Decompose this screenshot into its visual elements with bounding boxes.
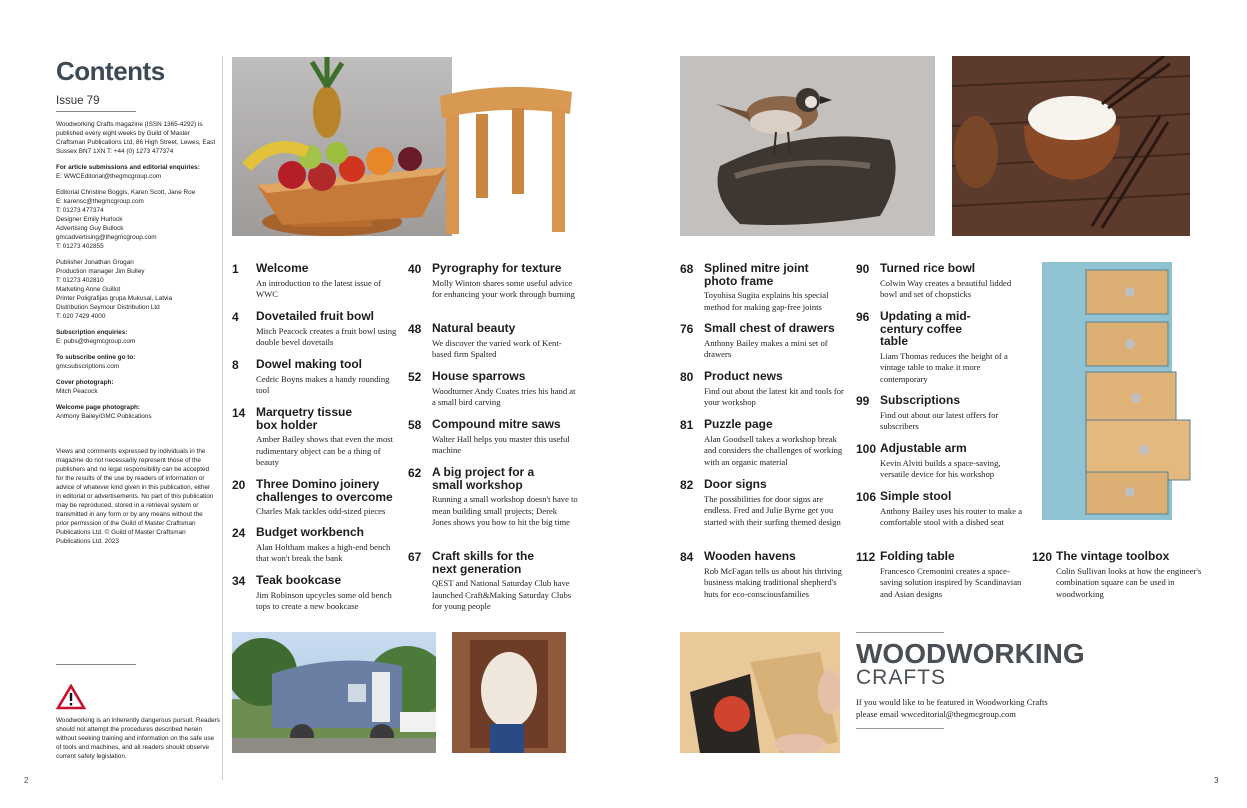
publisher-line: Distribution Seymour Distribution Ltd [56,304,160,311]
publisher-line: Printer Poligrafijas grupa Mukusal, Latvia [56,295,173,302]
cover-credit-block [56,378,216,396]
toc-entry[interactable]: 90 Turned rice bowl Colwin Way creates a beautiful lidded bowl and set of chopsticks [856,261,1012,299]
fruit-bowl-photo [232,57,452,236]
page-number-left: 2 [24,776,29,785]
submissions-heading: For article submissions and editorial enquiries: [56,164,200,171]
subscription-heading: Subscription enquiries: [56,329,128,336]
editorial-block [56,188,216,251]
editorial-line: E: karensc@thegmcgroup.com [56,198,144,205]
divider [56,664,136,665]
stool-photo [436,78,576,236]
warning-icon [56,684,86,715]
toc-entry[interactable]: 82 Door signs The possibilities for door signs are endless. Fred and Julie Byrne get you started with their surfing themed design [680,477,841,527]
toc-entry[interactable]: 99 Subscriptions Find out about our latest offers for subscribers [856,393,999,431]
submissions-email[interactable]: E: WWCEditorial@thegmcgroup.com [56,173,162,180]
page-number-right: 3 [1214,776,1219,785]
issue-number: Issue 79 [56,95,100,107]
toc-entry[interactable]: 68 Splined mitre joint photo frame Toyohisa Sugita explains his special method for making gap-free joints [680,261,829,312]
toc-entry[interactable]: 80 Product news Find out about the latest kit and tools for your workshop [680,369,844,407]
cover-heading: Cover photograph: [56,379,114,386]
toc-entry[interactable]: 96 Updating a mid-century coffee table Liam Thomas reduces the height of a vintage table to make it more contemporary [856,309,1008,384]
column-divider [222,56,223,780]
safety-notice: Woodworking is an inherently dangerous pursuit. Readers should not attempt the procedures described herein without seeking training and information on the safe use of tools and machines, and all readers should observe current safety legislation. [56,717,221,760]
toc-entry[interactable]: 112 Folding table Francesco Cremonini creates a space-saving solution inspired by Scandinavian and Asian designs [856,549,1022,599]
toc-entry[interactable]: 106 Simple stool Anthony Bailey uses his router to make a comfortable stool with a dished seat [856,489,1023,527]
toc-entry[interactable]: 20 Three Domino joinery challenges to overcome Charles Mak tackles odd-sized pieces [232,477,393,516]
publisher-line: Marketing Anne Guillot [56,286,121,293]
cover-credit: Mitch Peacock [56,388,98,395]
toc-entry[interactable]: 76 Small chest of drawers Anthony Bailey makes a mini set of drawers [680,321,835,359]
subscription-email[interactable]: E: pubs@thegmcgroup.com [56,338,136,345]
logo-line-1: WOODWORKING [856,638,1085,669]
door-sign-photo [452,632,566,753]
online-block [56,353,216,371]
disclaimer: Views and comments expressed by individuals in the magazine do not necessarily represent those of the publishers and no legal responsibility can be accepted for the results of the use by readers of information or advice of whatever kind given in this publication, either in editorial or advertisements. No part of this publication may be reproduced, stored in a retrieval system or transmitted in any form or by any means without the prior permission of the Guild of Master Craftsman Publications Ltd. © Guild of Master Craftsman Publications Ltd. 2023 [56,448,214,545]
online-heading: To subscribe online go to: [56,354,136,361]
toc-entry[interactable]: 120 The vintage toolbox Colin Sullivan looks at how the engineer's combination square can be used in woodworking [1032,549,1202,599]
chest-of-drawers-photo [1040,260,1192,525]
rice-bowl-photo [952,56,1190,236]
magazine-logo [856,638,1085,690]
toc-entry[interactable]: 40 Pyrography for texture Molly Winton shares some useful advice for enhancing your work through burning [408,261,575,299]
toc-entry[interactable]: 24 Budget workbench Alan Holtham makes a high-end bench that won't break the bank [232,525,391,563]
toc-entry[interactable]: 4 Dovetailed fruit bowl Mitch Peacock creates a fruit bowl using double bevel dovetails [232,309,397,347]
toc-entry[interactable]: 1 Welcome An introduction to the latest issue of WWC [232,261,382,299]
publisher-block [56,258,216,321]
editorial-line: T: 01273 402855 [56,243,104,250]
folding-table-photo [680,632,840,753]
toc-entry[interactable]: 52 House sparrows Woodturner Andy Coates tries his hand at a small bird carving [408,369,576,407]
toc-entry[interactable]: 58 Compound mitre saws Walter Hall helps you master this useful machine [408,417,570,455]
toc-entry[interactable]: 67 Craft skills for the next generation QEST and National Saturday Club have launched Craft&Making Saturday Clubs for young people [408,549,572,611]
toc-entry[interactable]: 81 Puzzle page Alan Goodsell takes a workshop break and considers the challenges of working with an organic material [680,417,843,467]
shepherds-hut-photo [232,632,436,753]
toc-entry[interactable]: 84 Wooden havens Rob McFagan tells us about his thriving business making traditional shepherd's huts for eco-consciousfamilies [680,549,842,599]
editorial-line: gmcadvertising@thegmcgroup.com [56,234,157,241]
online-url[interactable]: gmcsubscriptions.com [56,363,120,370]
publisher-line: T: 020 7429 4000 [56,313,106,320]
masthead-sidebar [56,56,216,546]
toc-entry[interactable]: 34 Teak bookcase Jim Robinson upcycles some old bench tops to create a new bookcase [232,573,392,611]
featured-line: If you would like to be featured in Woodworking Crafts [856,697,1048,707]
editorial-line: Designer Emily Hurlock [56,216,123,223]
page-title: Contents [56,56,165,86]
welcome-credit-block [56,403,216,421]
masthead-text: Woodworking Crafts magazine (ISSN 1365-4292) is published every eight weeks by Guild of Master Craftsman Publications Ltd, 86 High Street, Lewes, East Sussex BN7 1XN T: +44 (0) 1273 477374 [56,121,216,155]
subscription-block [56,328,216,346]
submissions-block [56,163,216,181]
featured-callout [856,696,1076,720]
toc-entry[interactable]: 14 Marquetry tissue box holder Amber Bailey shows that even the most rudimentary object can be a thing of beauty [232,405,393,467]
divider [56,111,136,112]
editorial-line: Editorial Christine Boggis, Karen Scott, Jane Roe [56,189,196,196]
featured-email[interactable]: please email wwceditorial@thegmcgroup.com [856,709,1016,719]
toc-entry[interactable]: 100 Adjustable arm Kevin Alviti builds a space-saving, versatile device for his workshop [856,441,1001,479]
publisher-line: T: 01273 402810 [56,277,104,284]
publisher-line: Publisher Jonathan Grogan [56,259,134,266]
welcome-heading: Welcome page photograph: [56,404,141,411]
editorial-line: Advertising Guy Bullock [56,225,124,232]
house-sparrow-photo [680,56,935,236]
toc-entry[interactable]: 48 Natural beauty We discover the varied work of Kent-based firm Spalted [408,321,562,359]
welcome-credit: Anthony Bailey/GMC Publications [56,413,152,420]
divider [856,728,944,729]
editorial-line: T: 01273 477374 [56,207,104,214]
divider [856,632,944,633]
logo-line-2: CRAFTS [856,666,946,689]
toc-entry[interactable]: 8 Dowel making tool Cedric Boyns makes a handy rounding tool [232,357,390,395]
publisher-line: Production manager Jim Bulley [56,268,145,275]
toc-entry[interactable]: 62 A big project for a small workshop Running a small workshop doesn't have to mean building small projects; Derek Jones shows you how to hit the big time [408,465,578,527]
